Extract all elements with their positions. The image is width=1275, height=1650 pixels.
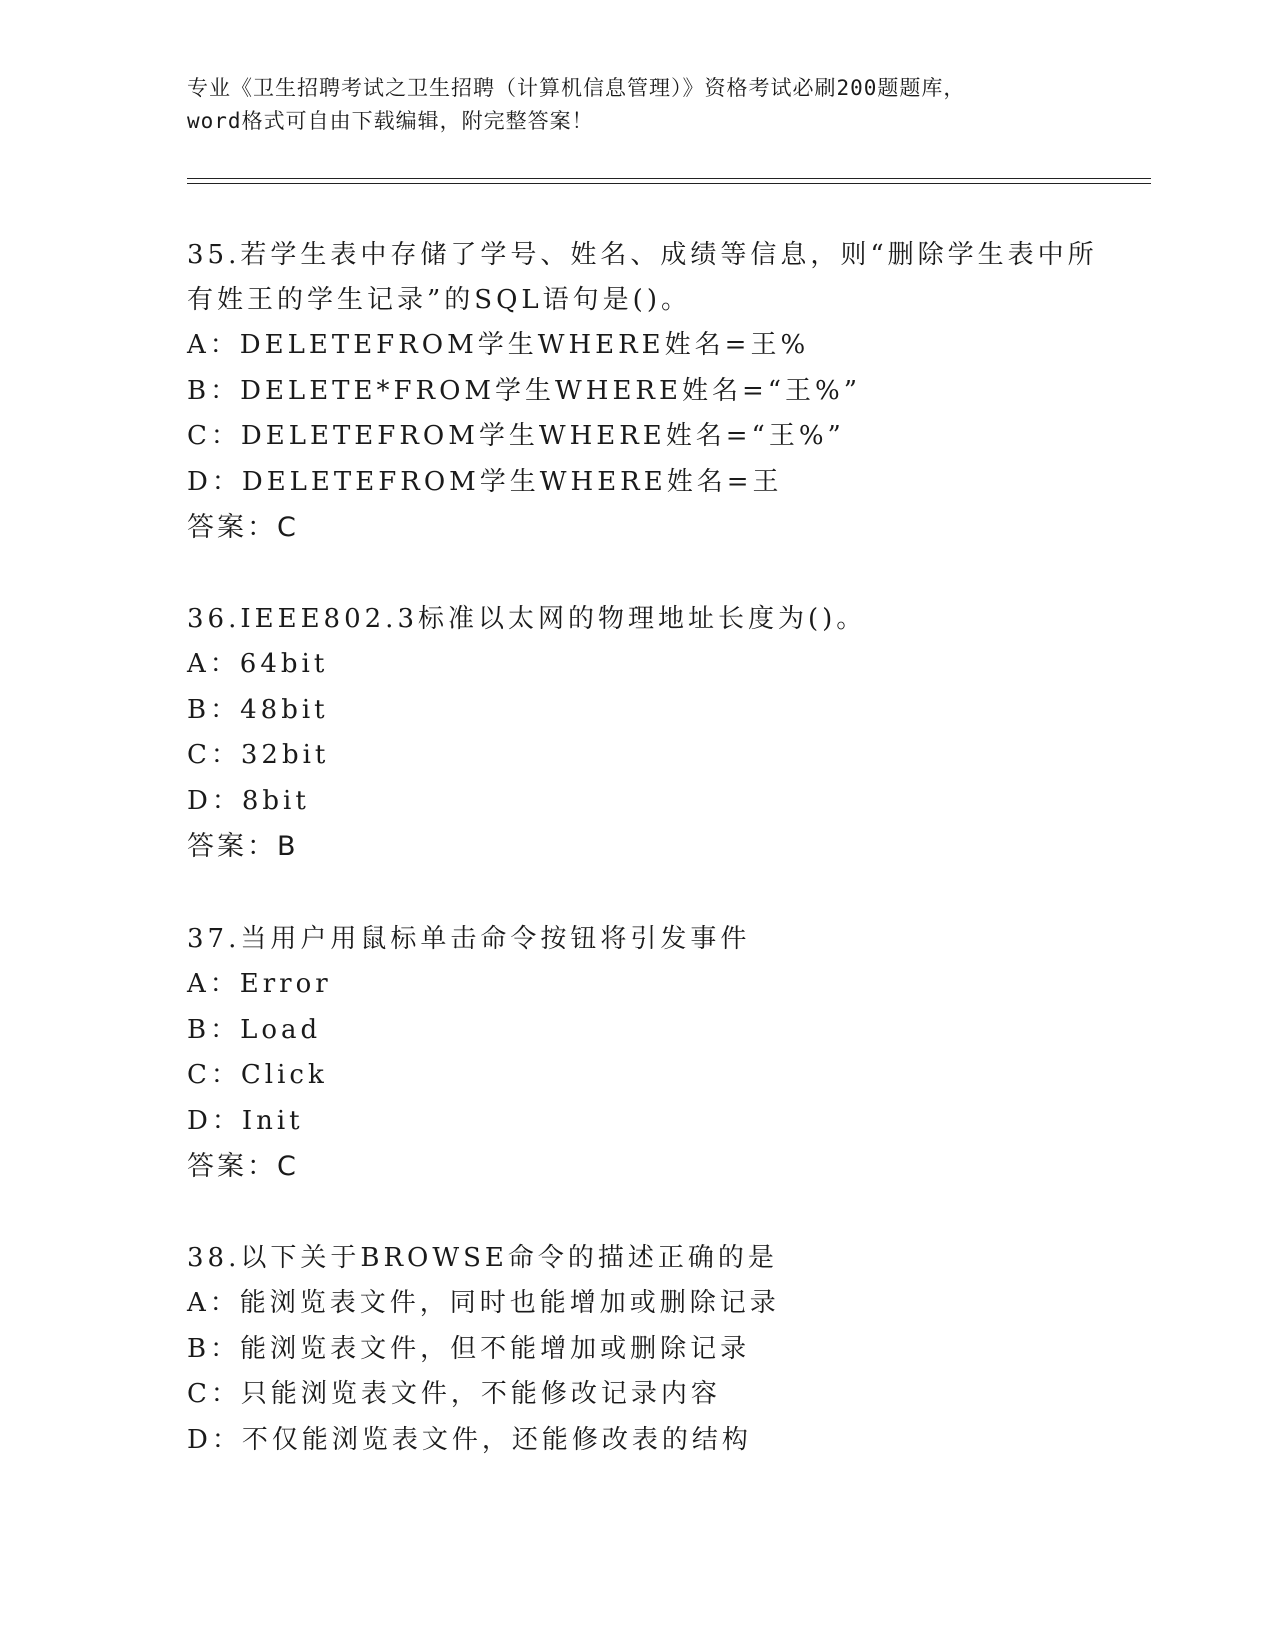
option-d: D：DELETEFROM学生WHERE姓名=王 (187, 466, 783, 497)
question-stem-line: 36.IEEE802.3标准以太网的物理地址长度为()。 (187, 604, 867, 634)
question-37 (187, 917, 1127, 1190)
answer-label: 答案：C (187, 1151, 299, 1182)
answer-label: 答案：B (187, 831, 299, 862)
option-b: B：Load (187, 1014, 322, 1045)
option-c: C：32bit (187, 740, 330, 770)
option-c: C：DELETEFROM学生WHERE姓名=“王%” (187, 421, 845, 451)
header-line-1: 专业《卫生招聘考试之卫生招聘（计算机信息管理）》资格考试必刷200题题库， (187, 76, 966, 100)
question-38 (187, 1236, 1127, 1463)
option-d: D：8bit (187, 785, 310, 816)
question-35 (187, 233, 1127, 551)
header-divider-top (187, 178, 1151, 179)
header-divider-bottom (187, 183, 1151, 184)
option-c: C：Click (187, 1060, 328, 1090)
question-36 (187, 597, 1127, 870)
question-stem-line: 35.若学生表中存储了学号、姓名、成绩等信息，则“删除学生表中所 (187, 240, 1098, 270)
option-d: D：不仅能浏览表文件，还能修改表的结构 (187, 1424, 752, 1455)
option-c: C：只能浏览表文件，不能修改记录内容 (187, 1379, 721, 1409)
question-stem-line: 37.当用户用鼠标单击命令按钮将引发事件 (187, 924, 751, 954)
document-header (187, 72, 1087, 138)
option-a: A：Error (187, 969, 332, 999)
option-b: B：DELETE*FROM学生WHERE姓名=“王%” (187, 375, 862, 406)
option-a: A：能浏览表文件，同时也能增加或删除记录 (187, 1288, 780, 1318)
option-d: D：Init (187, 1105, 304, 1136)
answer-label: 答案：C (187, 512, 299, 543)
header-line-2: word格式可自由下载编辑，附完整答案！ (187, 109, 594, 133)
option-a: A：64bit (187, 649, 329, 679)
option-a: A：DELETEFROM学生WHERE姓名=王% (187, 330, 810, 360)
question-stem-line: 38.以下关于BROWSE命令的描述正确的是 (187, 1243, 778, 1273)
option-b: B：48bit (187, 694, 329, 725)
option-b: B：能浏览表文件，但不能增加或删除记录 (187, 1333, 751, 1364)
question-stem-line: 有姓王的学生记录”的SQL语句是()。 (187, 285, 691, 315)
